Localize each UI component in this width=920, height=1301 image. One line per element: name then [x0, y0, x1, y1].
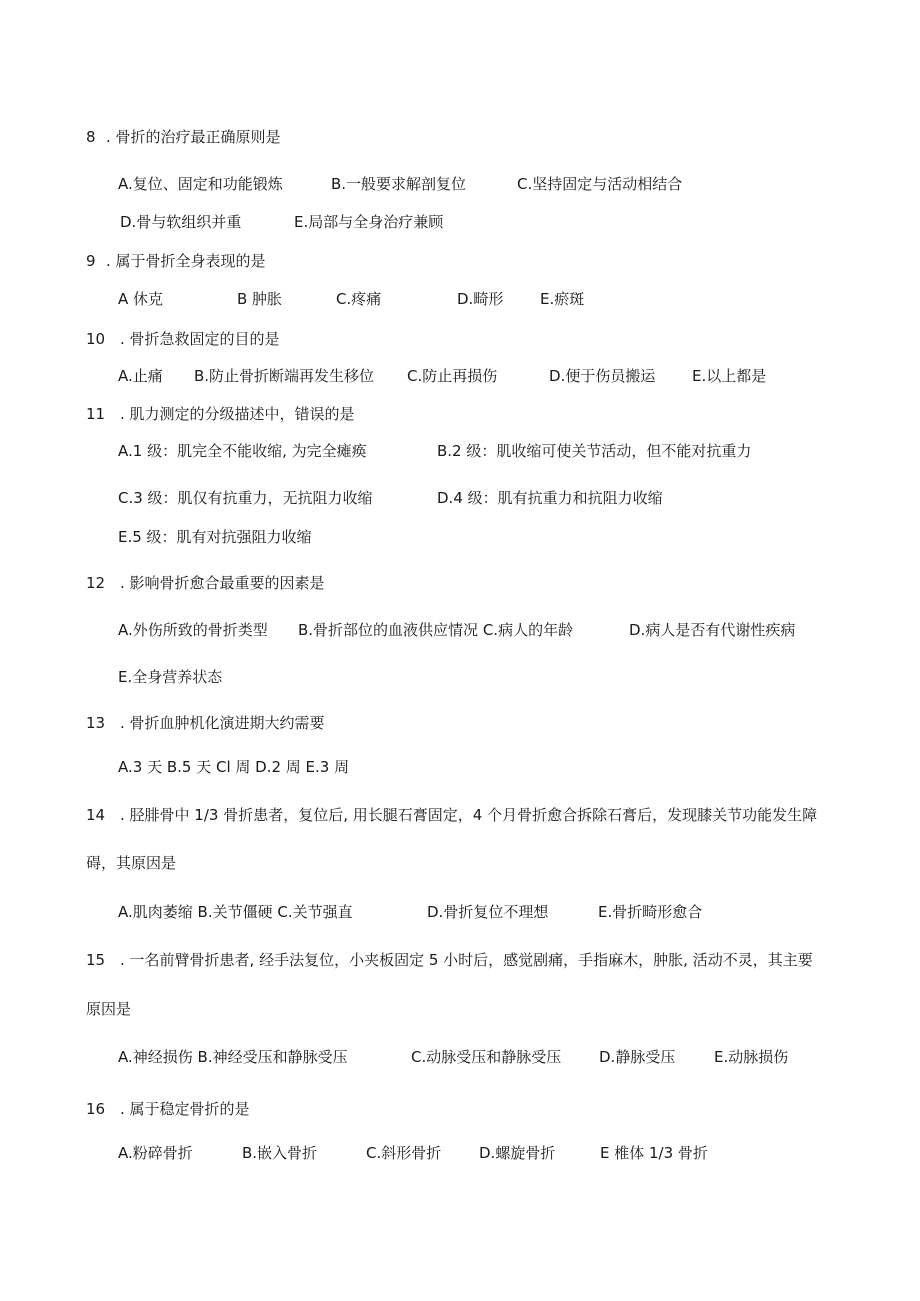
option: D.静脉受压 [599, 1048, 676, 1066]
question-text: . 肌力测定的分级描述中，错误的是 [120, 405, 355, 423]
option: A 休克 [118, 290, 164, 308]
option: D.畸形 [457, 290, 504, 308]
option: E.动脉损伤 [714, 1048, 789, 1066]
option: C.疼痛 [336, 290, 382, 308]
question-text: . 胫腓骨中 1/3 骨折患者，复位后, 用长腿石膏固定，4 个月骨折愈合拆除石膏后，发现膝关节功能发生障 [120, 806, 818, 824]
option: B.一般要求解剖复位 [331, 175, 467, 193]
question-15 [86, 950, 846, 970]
question-text: . 一名前臂骨折患者, 经手法复位，小夹板固定 5 小时后，感觉剧痛，手指麻木，肿胀, 活动不灵，其主要 [120, 951, 813, 969]
option: D.骨与软组织并重 [120, 213, 242, 231]
question-12 [86, 573, 846, 593]
question-text: . 骨折急救固定的目的是 [120, 330, 280, 348]
option: E.全身营养状态 [118, 668, 223, 686]
question-11 [86, 404, 846, 424]
question-text: . 属于骨折全身表现的是 [106, 252, 266, 270]
option: A.肌肉萎缩 B.关节僵硬 C.关节强直 [118, 903, 353, 921]
question-number: 10 [86, 330, 106, 348]
option: D.病人是否有代谢性疾病 [629, 621, 796, 639]
question-continuation: 原因是 [86, 1000, 132, 1018]
option: C.动脉受压和静脉受压 [411, 1048, 562, 1066]
option: A.神经损伤 B.神经受压和静脉受压 [118, 1048, 348, 1066]
question-text: . 骨折血肿机化演进期大约需要 [120, 714, 325, 732]
question-number: 15 [86, 951, 106, 969]
option: A.3 天 B.5 天 Cl 周 D.2 周 E.3 周 [118, 758, 350, 776]
option: C.防止再损伤 [407, 367, 498, 385]
option: D.4 级：肌有抗重力和抗阻力收缩 [437, 489, 663, 507]
option: E.瘀斑 [540, 290, 585, 308]
option: C.斜形骨折 [366, 1144, 442, 1162]
option: B 肿胀 [237, 290, 283, 308]
question-number: 12 [86, 574, 106, 592]
option: E.以上都是 [692, 367, 767, 385]
option: A.复位、固定和功能锻炼 [118, 175, 283, 193]
question-text: . 属于稳定骨折的是 [120, 1100, 250, 1118]
option: D.螺旋骨折 [479, 1144, 556, 1162]
option: D.便于伤员搬运 [549, 367, 656, 385]
question-number: 9 [86, 252, 96, 270]
question-text: . 骨折的治疗最正确原则是 [106, 128, 281, 146]
question-8 [86, 127, 846, 147]
option: B.2 级：肌收缩可使关节活动，但不能对抗重力 [437, 442, 752, 460]
option: A.止痛 [118, 367, 163, 385]
question-number: 14 [86, 806, 106, 824]
question-10 [86, 329, 846, 349]
option: D.骨折复位不理想 [427, 903, 549, 921]
question-continuation: 碍，其原因是 [86, 854, 177, 872]
option: A.1 级：肌完全不能收缩, 为完全瘫痪 [118, 442, 367, 460]
option: B.骨折部位的血液供应情况 C.病人的年龄 [298, 621, 574, 639]
question-9 [86, 251, 846, 271]
option: E.骨折畸形愈合 [598, 903, 703, 921]
question-14 [86, 805, 846, 825]
option: B.嵌入骨折 [242, 1144, 318, 1162]
option: E.5 级：肌有对抗强阻力收缩 [118, 528, 312, 546]
option: B.防止骨折断端再发生移位 [194, 367, 375, 385]
question-number: 13 [86, 714, 106, 732]
option: C.坚持固定与活动相结合 [517, 175, 683, 193]
question-16 [86, 1099, 846, 1119]
option: A.粉碎骨折 [118, 1144, 193, 1162]
option: E.局部与全身治疗兼顾 [294, 213, 444, 231]
option: E 椎体 1/3 骨折 [600, 1144, 708, 1162]
option: C.3 级：肌仅有抗重力，无抗阻力收缩 [118, 489, 373, 507]
question-number: 11 [86, 405, 106, 423]
question-number: 16 [86, 1100, 106, 1118]
question-13 [86, 713, 846, 733]
question-text: . 影响骨折愈合最重要的因素是 [120, 574, 325, 592]
question-number: 8 [86, 128, 96, 146]
option: A.外伤所致的骨折类型 [118, 621, 268, 639]
